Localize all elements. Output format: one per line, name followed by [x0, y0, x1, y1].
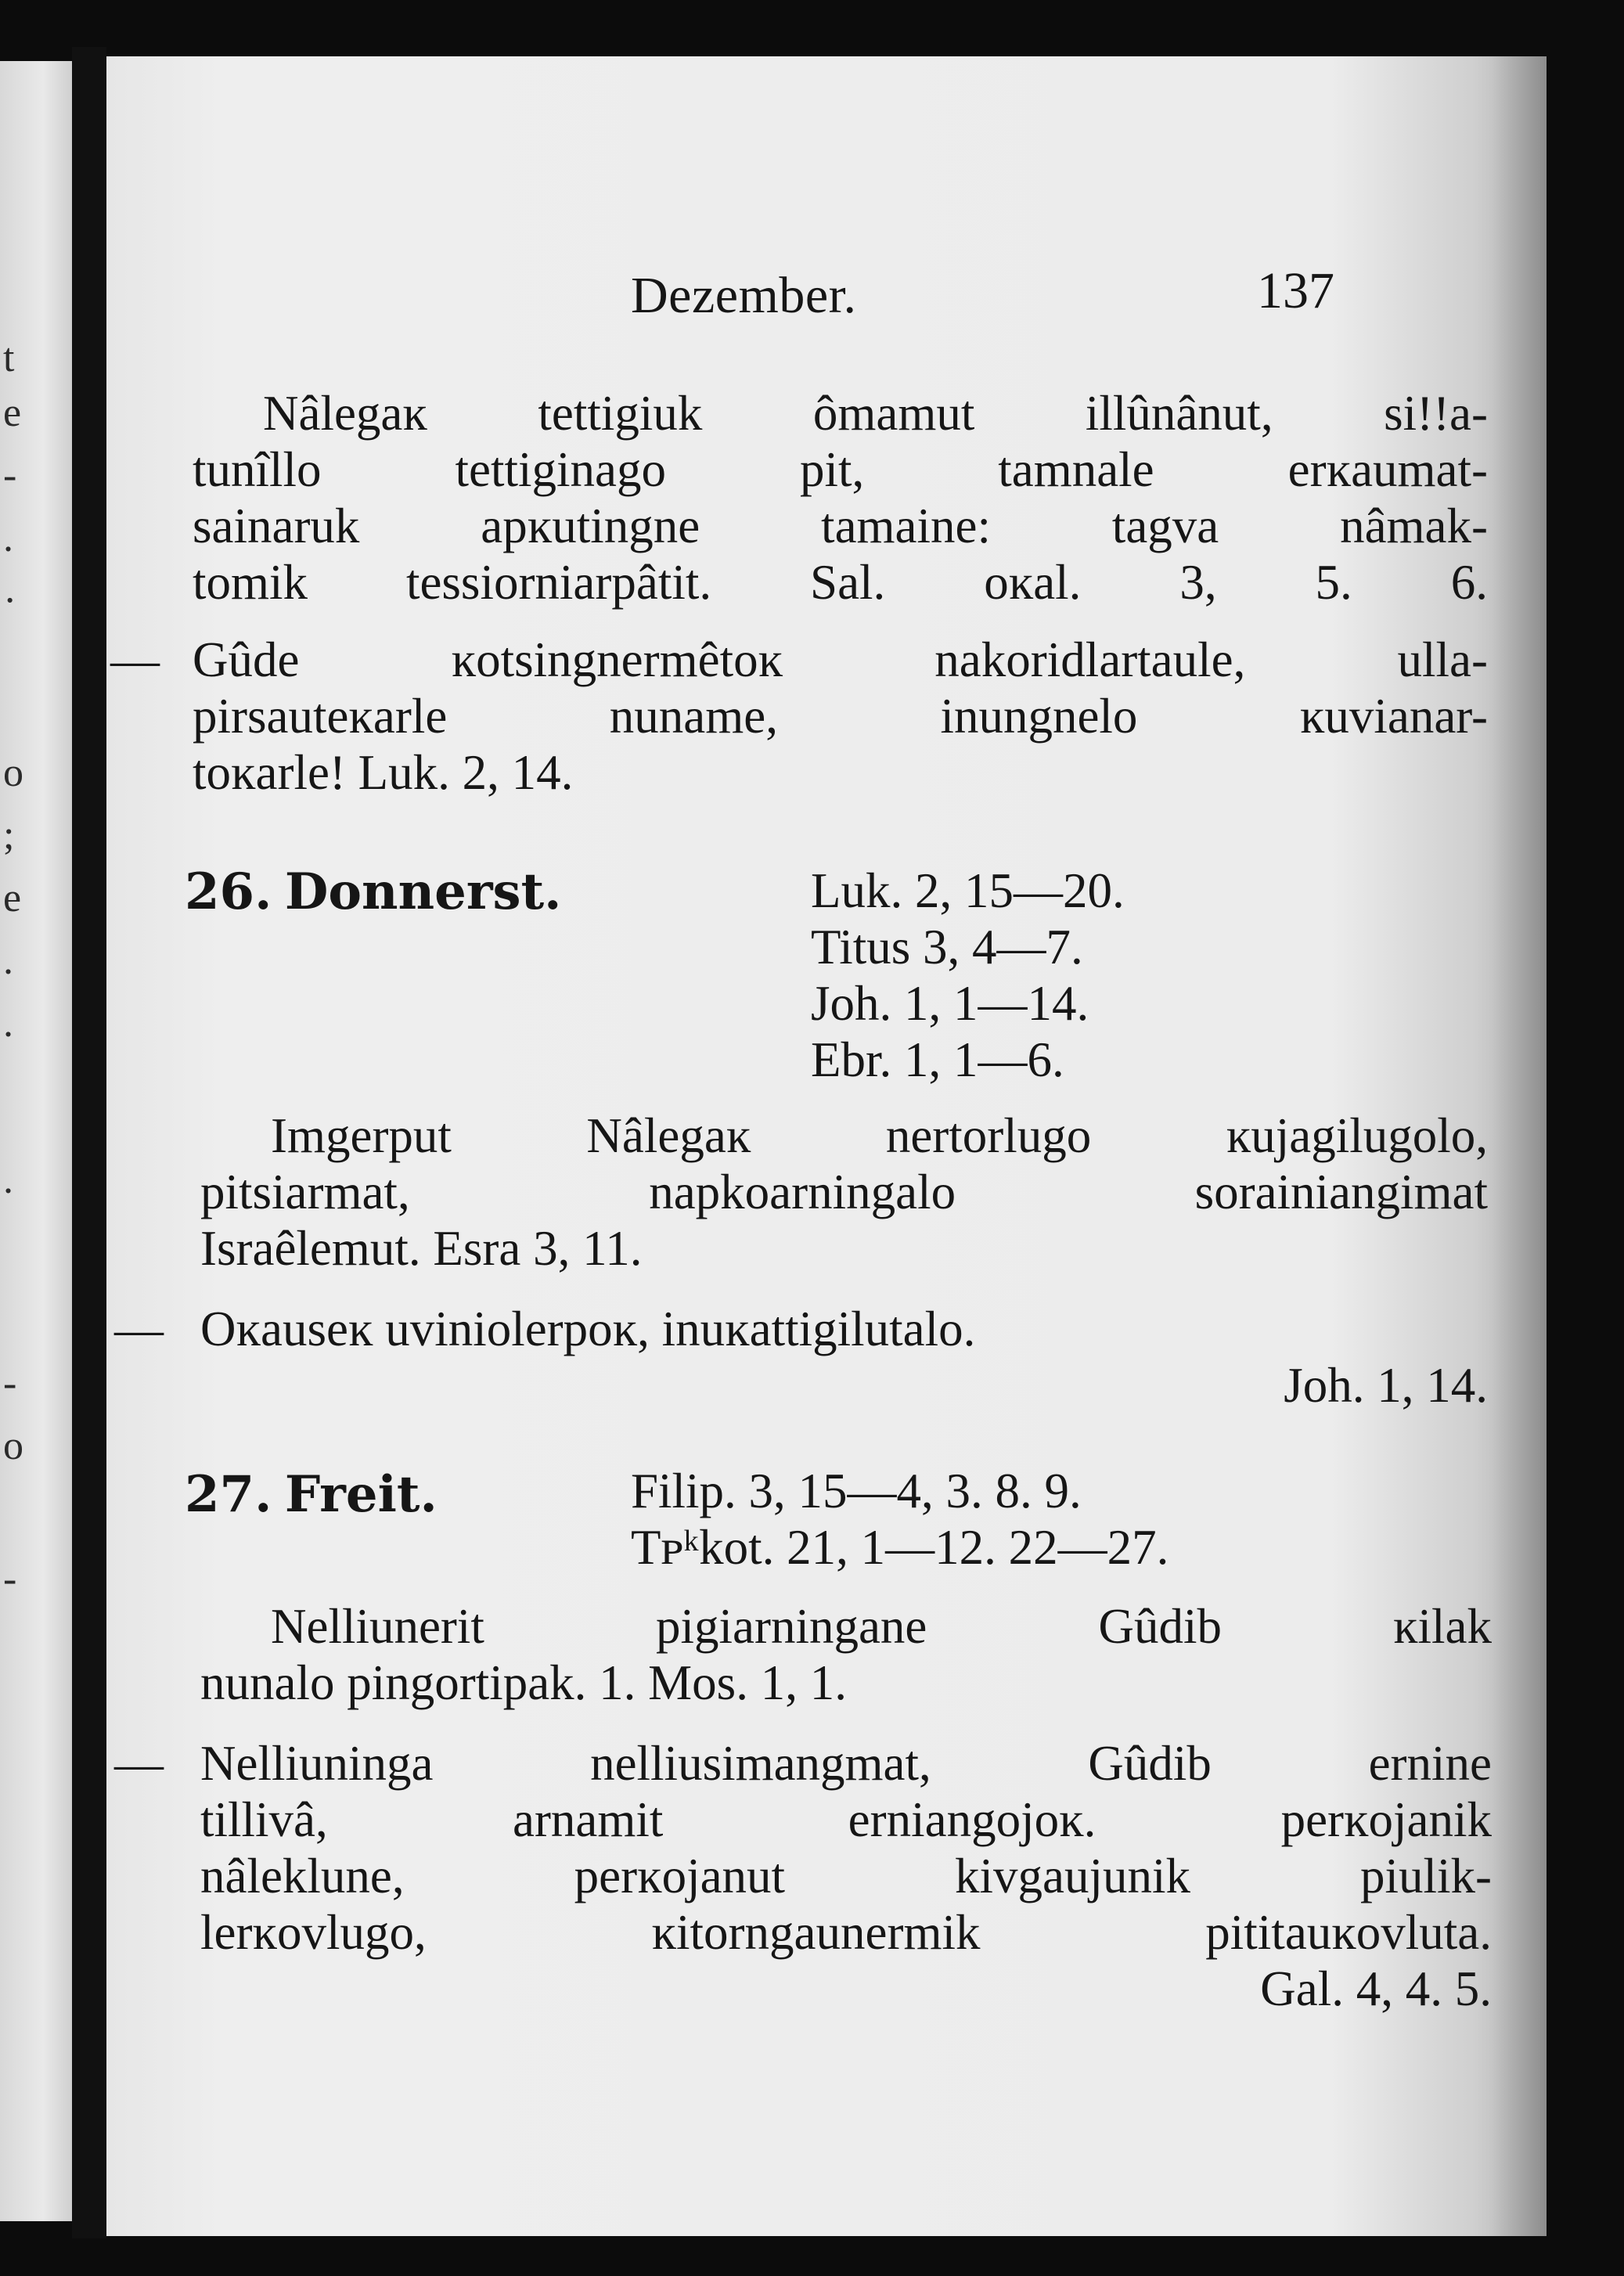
em-dash: —: [114, 1302, 164, 1356]
text-line: tomik tessiorniarpâtit. Sal. oĸal. 3, 5. 6.: [193, 555, 1488, 610]
margin-fragment: e: [3, 876, 22, 920]
page-number: 137: [1257, 262, 1334, 319]
margin-fragment: e: [3, 391, 22, 435]
book-gutter: [72, 47, 106, 2238]
text-line: tillivâ, arnamit erniangojoĸ. perĸojanik: [200, 1792, 1492, 1847]
text-line: Oĸauseĸ uviniolerpoĸ, inuĸattigilutalo.: [200, 1302, 976, 1356]
text-line: sainaruk apĸutingne tamaine: tagva nâmak-: [193, 499, 1488, 553]
day-number: 27.: [185, 1465, 272, 1524]
margin-fragment: ;: [3, 813, 15, 858]
text-line: Joh. 1, 14.: [1284, 1358, 1488, 1413]
em-dash: —: [114, 1736, 164, 1791]
page-title: Dezember.: [631, 267, 857, 324]
margin-fragment: o: [3, 1424, 23, 1468]
reading-line: Ebr. 1, 1—6.: [811, 1032, 1064, 1087]
text-line: Nelliunerit pigiarningane Gûdib ĸilak: [271, 1599, 1492, 1654]
day-number: 26.: [185, 863, 272, 921]
day-heading-26: [185, 863, 561, 922]
day-name: Freit.: [284, 1465, 438, 1524]
margin-fragment: t: [3, 336, 15, 380]
text-line: pirsauteĸarle nuname, inungnelo ĸuvianar-: [193, 689, 1488, 744]
reading-line: Joh. 1, 1—14.: [811, 976, 1089, 1031]
reading-line: Titus 3, 4—7.: [811, 920, 1083, 974]
text-line: Imgerput Nâlegaĸ nertorlugo ĸujagilugolo,: [271, 1108, 1488, 1163]
text-line: Gal. 4, 4. 5.: [1260, 1961, 1492, 2016]
day-heading-27: [185, 1465, 438, 1525]
text-line: tunîllo tettiginago pit, tamnale erĸaumat-: [193, 442, 1488, 497]
margin-fragment: .: [3, 938, 13, 983]
page-edge-shadow: [1492, 56, 1547, 2236]
text-line: Nâlegaĸ tettigiuk ômamut illûnânut, si!!a-: [263, 386, 1488, 441]
text-line: nâleklune, perĸojanut kivgaujunik piulik-: [200, 1849, 1492, 1903]
margin-fragment: o: [3, 751, 23, 795]
text-line: lerĸovlugo, ĸitorngaunermik pititauĸovluta.: [200, 1905, 1492, 1960]
text-line: Nelliuninga nelliusimangmat, Gûdib ernine: [200, 1736, 1492, 1791]
margin-fragment: ·: [3, 578, 17, 623]
margin-fragment: -: [3, 1557, 17, 1601]
reading-line: Luk. 2, 15—20.: [811, 863, 1125, 918]
adjacent-page-strip: [0, 61, 72, 2221]
text-line: Gûde ĸotsingnermêtoĸ nakoridlartaule, ulla-: [193, 632, 1488, 687]
text-line: toĸarle! Luk. 2, 14.: [193, 745, 574, 800]
day-name: Donnerst.: [284, 863, 562, 921]
margin-fragment: -: [3, 453, 17, 498]
margin-fragment: .: [3, 516, 13, 560]
em-dash: —: [110, 632, 160, 687]
reading-line: Filip. 3, 15—4, 3. 8. 9.: [631, 1464, 1082, 1518]
reading-line: Tᴘᵏkot. 21, 1—12. 22—27.: [631, 1520, 1169, 1575]
book-page: [106, 56, 1547, 2236]
running-header: [106, 252, 1547, 322]
text-line: pitsiarmat, napkoarningalo sorainiangimat: [200, 1165, 1488, 1219]
margin-fragment: .: [3, 1001, 13, 1046]
margin-fragment: -: [3, 1361, 17, 1406]
text-line: nunalo pingortipak. 1. Mos. 1, 1.: [200, 1655, 847, 1710]
text-line: Israêlemut. Esra 3, 11.: [200, 1221, 643, 1276]
margin-fragment: .: [3, 1158, 13, 1202]
